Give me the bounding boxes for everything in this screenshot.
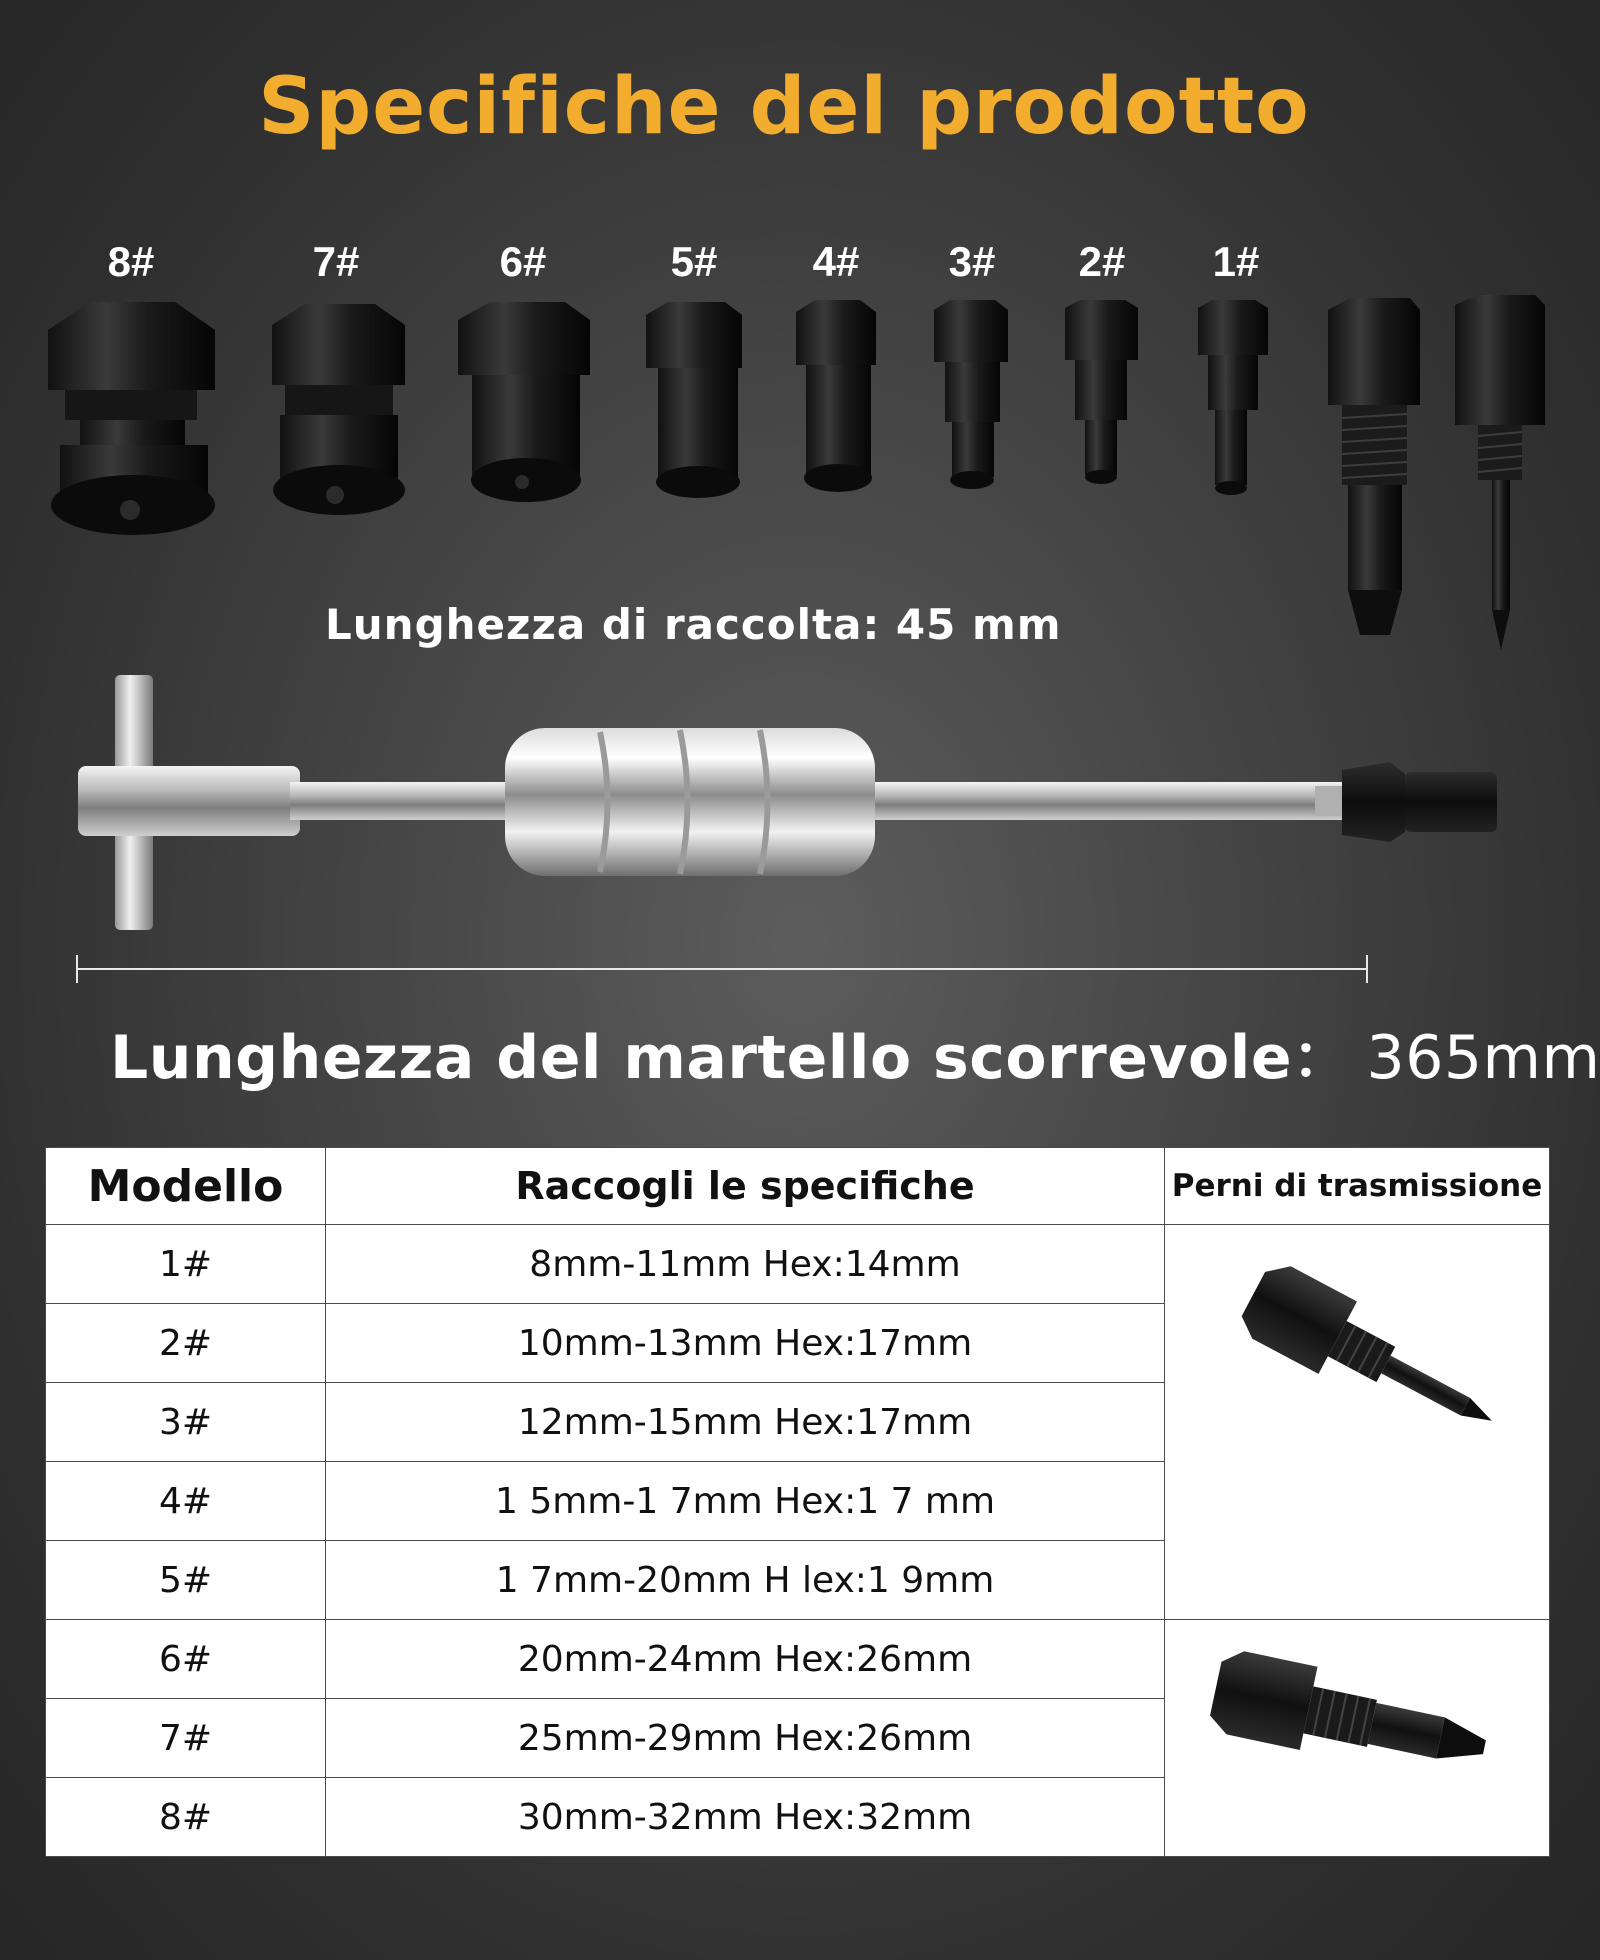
drive-pin-large-image [1328,298,1420,635]
spec-cell: 10mm-13mm Hex:17mm [326,1304,1165,1383]
drive-pin-small-cell [1165,1225,1550,1620]
collet-label-6: 6# [499,238,547,285]
model-cell: 1# [46,1225,326,1304]
table-row [46,1225,1550,1304]
spec-cell: 12mm-15mm Hex:17mm [326,1383,1165,1462]
collet-label-3: 3# [948,238,996,285]
spec-cell: 1 5mm-1 7mm Hex:1 7 mm [326,1462,1165,1541]
model-cell: 3# [46,1383,326,1462]
collet-3-image [934,300,1008,489]
spec-cell: 20mm-24mm Hex:26mm [326,1620,1165,1699]
model-cell: 8# [46,1778,326,1857]
collet-4-image [796,300,876,492]
header-spec: Raccogli le specifiche [326,1148,1165,1225]
collet-label-1: 1# [1212,238,1260,285]
spec-cell: 1 7mm-20mm H lex:1 9mm [326,1541,1165,1620]
model-cell: 2# [46,1304,326,1383]
table-row [46,1620,1550,1699]
drive-pin-small-image [1455,295,1545,650]
length-dimension-line [76,955,1368,983]
model-cell: 7# [46,1699,326,1778]
model-cell: 5# [46,1541,326,1620]
collet-label-5: 5# [670,238,718,285]
collet-5-image [646,302,742,498]
drive-pin-large-cell [1165,1620,1550,1857]
collet-1-image [1198,300,1268,495]
table-header-row [46,1148,1550,1225]
page-title: Specifiche del prodotto [258,62,1310,152]
model-cell: 4# [46,1462,326,1541]
model-cell: 6# [46,1620,326,1699]
collet-7-image [272,304,405,515]
collet-label-4: 4# [812,238,860,285]
collet-label-7: 7# [312,238,360,285]
slide-hammer-image [60,670,1530,940]
collet-label-2: 2# [1078,238,1126,285]
grip-length-caption: Lunghezza di raccolta: 45 mm [325,600,1062,649]
collet-label-8: 8# [107,238,155,285]
spec-table [45,1147,1550,1857]
spec-cell: 30mm-32mm Hex:32mm [326,1778,1165,1857]
drive-pin-large-photo [1165,1621,1550,1846]
spec-cell: 8mm-11mm Hex:14mm [326,1225,1165,1304]
collet-8-image [48,302,215,535]
hammer-length-label: Lunghezza del martello scorrevole： [110,1023,1353,1093]
collet-2-image [1065,300,1138,484]
spec-cell: 25mm-29mm Hex:26mm [326,1699,1165,1778]
hammer-length-caption [110,1010,1600,1096]
hammer-length-value: 365mm [1366,1023,1600,1093]
collet-6-image [458,302,590,502]
header-pins: Perni di trasmissione [1165,1148,1550,1225]
header-model: Modello [46,1148,326,1225]
drive-pin-small-photo [1165,1228,1550,1608]
